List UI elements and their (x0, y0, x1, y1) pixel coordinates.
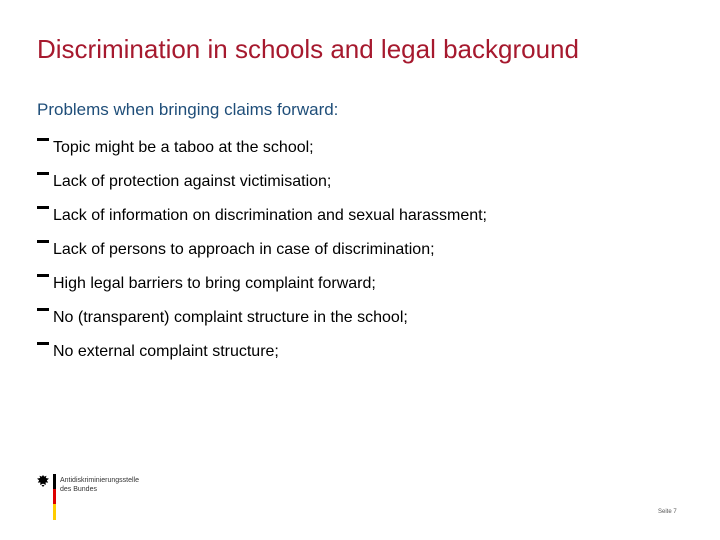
bullet-text: No (transparent) complaint structure in the school; (53, 309, 408, 326)
bullet-text: Topic might be a taboo at the school; (53, 139, 314, 156)
bullet-text: Lack of protection against victimisation; (53, 173, 332, 190)
bullet-item (37, 267, 487, 301)
bullet-item (37, 199, 487, 233)
federal-eagle-icon (36, 474, 50, 488)
page-number: Seite 7 (658, 509, 677, 515)
bullet-item (37, 335, 487, 369)
bullet-item (37, 165, 487, 199)
dash-bullet-icon (37, 172, 49, 175)
logo-text (60, 476, 139, 494)
dash-bullet-icon (37, 308, 49, 311)
logo-line-2: des Bundes (60, 486, 97, 493)
german-flag-stripe (53, 474, 56, 520)
bullet-list (37, 131, 487, 369)
bullet-text: No external complaint structure; (53, 343, 279, 360)
bullet-item (37, 233, 487, 267)
dash-bullet-icon (37, 274, 49, 277)
dash-bullet-icon (37, 138, 49, 141)
bullet-text: Lack of persons to approach in case of discrimination; (53, 241, 435, 258)
dash-bullet-icon (37, 206, 49, 209)
subheading: Problems when bringing claims forward: (37, 100, 339, 119)
logo-line-1: Antidiskriminierungsstelle (60, 477, 139, 484)
bullet-text: Lack of information on discrimination and sexual harassment; (53, 207, 487, 224)
dash-bullet-icon (37, 240, 49, 243)
slide-title: Discrimination in schools and legal background (37, 34, 579, 64)
dash-bullet-icon (37, 342, 49, 345)
agency-logo (36, 474, 146, 520)
bullet-item (37, 131, 487, 165)
bullet-text: High legal barriers to bring complaint forward; (53, 275, 376, 292)
bullet-item (37, 301, 487, 335)
